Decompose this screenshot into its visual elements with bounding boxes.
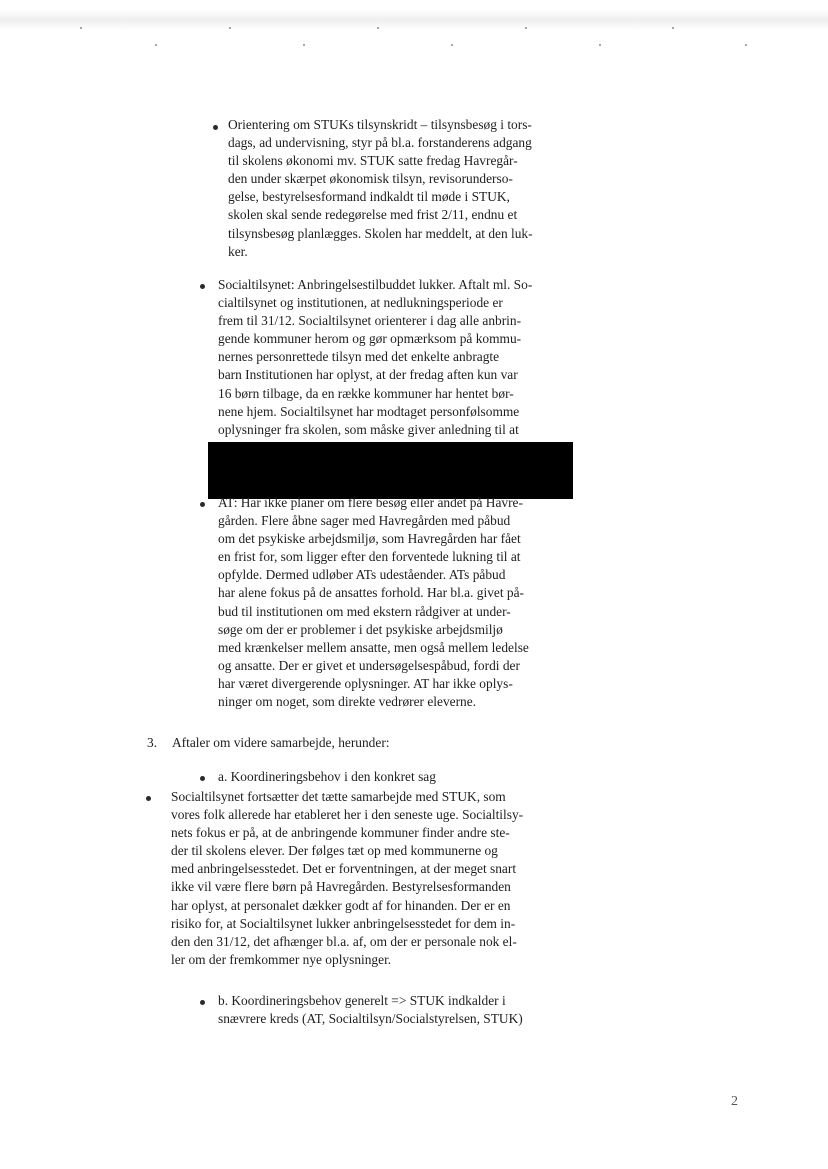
subitem-a: a. Koordineringsbehov i den konkret sag (218, 769, 436, 784)
bullet-icon (213, 125, 218, 130)
text-line: Socialtilsynet fortsætter det tætte samarbejde med STUK, som (171, 789, 506, 804)
stuk-paragraph (228, 116, 533, 261)
scan-speck (377, 27, 379, 29)
bullet-icon (146, 796, 151, 801)
text-line: har været divergerende oplysninger. AT har ikke oplys- (218, 675, 513, 691)
scan-speck (599, 44, 601, 46)
scan-speck (155, 44, 157, 46)
text-line: en frist for, som ligger efter den forventede lukning til at (218, 549, 521, 565)
bullet-icon (200, 284, 205, 289)
text-line: søge om der er problemer i det psykiske arbejdsmiljø (218, 621, 503, 637)
scan-speck (525, 27, 527, 29)
scan-speck (672, 27, 674, 29)
subitem-b (218, 992, 523, 1028)
socialtilsynet-paragraph (218, 276, 532, 439)
page-number: 2 (731, 1094, 738, 1109)
text-line: nene hjem. Socialtilsynet har modtaget personfølsomme (218, 403, 520, 419)
text-line: gelse, bestyrelsesformand indkaldt til møde i STUK, (228, 189, 510, 205)
text-line: med krænkelser mellem ansatte, men også mellem ledelse (218, 639, 529, 655)
text-line: ler om der fremkommer nye oplysninger. (171, 951, 392, 967)
text-line: oplysninger fra skolen, som måske giver anledning til at (218, 421, 519, 437)
text-line: nets fokus er på, at de anbringende kommuner finder andre ste- (171, 825, 510, 841)
text-line: opfylde. Dermed udløber ATs udeståender. ATs påbud (218, 567, 506, 583)
text-line: Socialtilsynet: Anbringelsestilbuddet lukker. Aftalt ml. So- (218, 277, 533, 292)
text-line: Orientering om STUKs tilsynskridt – tilsynsbesøg i tors- (228, 117, 532, 132)
scan-speck (303, 44, 305, 46)
text-line: om det psykiske arbejdsmiljø, som Havregården har fået (218, 531, 521, 547)
text-line: vores folk allerede har etableret her i den seneste uge. Socialtilsy- (171, 807, 524, 823)
scan-speck (745, 44, 747, 46)
redaction-block (208, 442, 573, 499)
text-line: bud til institutionen om med ekstern rådgiver at under- (218, 603, 511, 619)
scan-speck (80, 27, 82, 29)
section3-paragraph (171, 788, 523, 969)
text-line: frem til 31/12. Socialtilsynet orienterer i dag alle anbrin- (218, 313, 522, 329)
text-line: den under skærpet økonomisk tilsyn, revisorunderso- (228, 171, 513, 187)
text-line: snævrere kreds (AT, Socialtilsyn/Socialstyrelsen, STUK) (218, 1011, 523, 1027)
text-line: skolen skal sende redegørelse med frist 2/11, endnu et (228, 207, 518, 223)
text-line: dags, ad undervisning, styr på bl.a. forstanderens adgang (228, 135, 532, 151)
scan-speck (229, 27, 231, 29)
text-line: barn Institutionen har oplyst, at der fredag aften kun var (218, 367, 518, 383)
text-line: med anbringelsesstedet. Det er forventningen, at der meget snart (171, 861, 517, 877)
scan-shadow (0, 10, 828, 30)
text-line: ker. (228, 243, 248, 259)
text-line: gende kommuner herom og gør opmærksom på kommu- (218, 331, 522, 347)
text-line: ikke vil være flere børn på Havregården. Bestyrelsesformanden (171, 879, 511, 895)
text-line: ninger om noget, som direkte vedrører eleverne. (218, 694, 477, 710)
text-line: der til skolens elever. Der følges tæt op med kommunerne og (171, 843, 498, 859)
text-line: b. Koordineringsbehov generelt => STUK indkalder i (218, 993, 506, 1008)
at-paragraph (218, 494, 529, 711)
section-heading: Aftaler om videre samarbejde, herunder: (172, 735, 390, 750)
text-line: nernes personrettede tilsyn med det enkelte anbragte (218, 349, 500, 365)
text-line: til skolens økonomi mv. STUK satte fredag Havregår- (228, 153, 518, 169)
text-line: har oplyst, at personalet dækker godt af for hinanden. Der er en (171, 897, 511, 913)
text-line: gården. Flere åbne sager med Havregården med påbud (218, 513, 511, 529)
text-line: og ansatte. Der er givet et undersøgelsespåbud, fordi der (218, 657, 520, 673)
text-line: 16 børn tilbage, da en række kommuner har hentet bør- (218, 385, 514, 401)
bullet-icon (200, 502, 205, 507)
text-line: risiko for, at Socialtilsynet lukker anbringelsesstedet for dem in- (171, 915, 516, 931)
text-line: cialtilsynet og institutionen, at nedlukningsperiode er (218, 295, 503, 311)
text-line: den den 31/12, det afhænger bl.a. af, om der er personale nok el- (171, 933, 517, 949)
text-line: tilsynsbesøg planlægges. Skolen har meddelt, at den luk- (228, 225, 533, 241)
text-line: AT: Har ikke planer om flere besøg eller andet på Havre- (218, 495, 523, 510)
bullet-icon (200, 1000, 205, 1005)
section-number: 3. (147, 735, 158, 750)
scan-speck (451, 44, 453, 46)
bullet-icon (200, 776, 205, 781)
text-line: har alene fokus på de ansattes forhold. Har bl.a. givet på- (218, 585, 525, 601)
